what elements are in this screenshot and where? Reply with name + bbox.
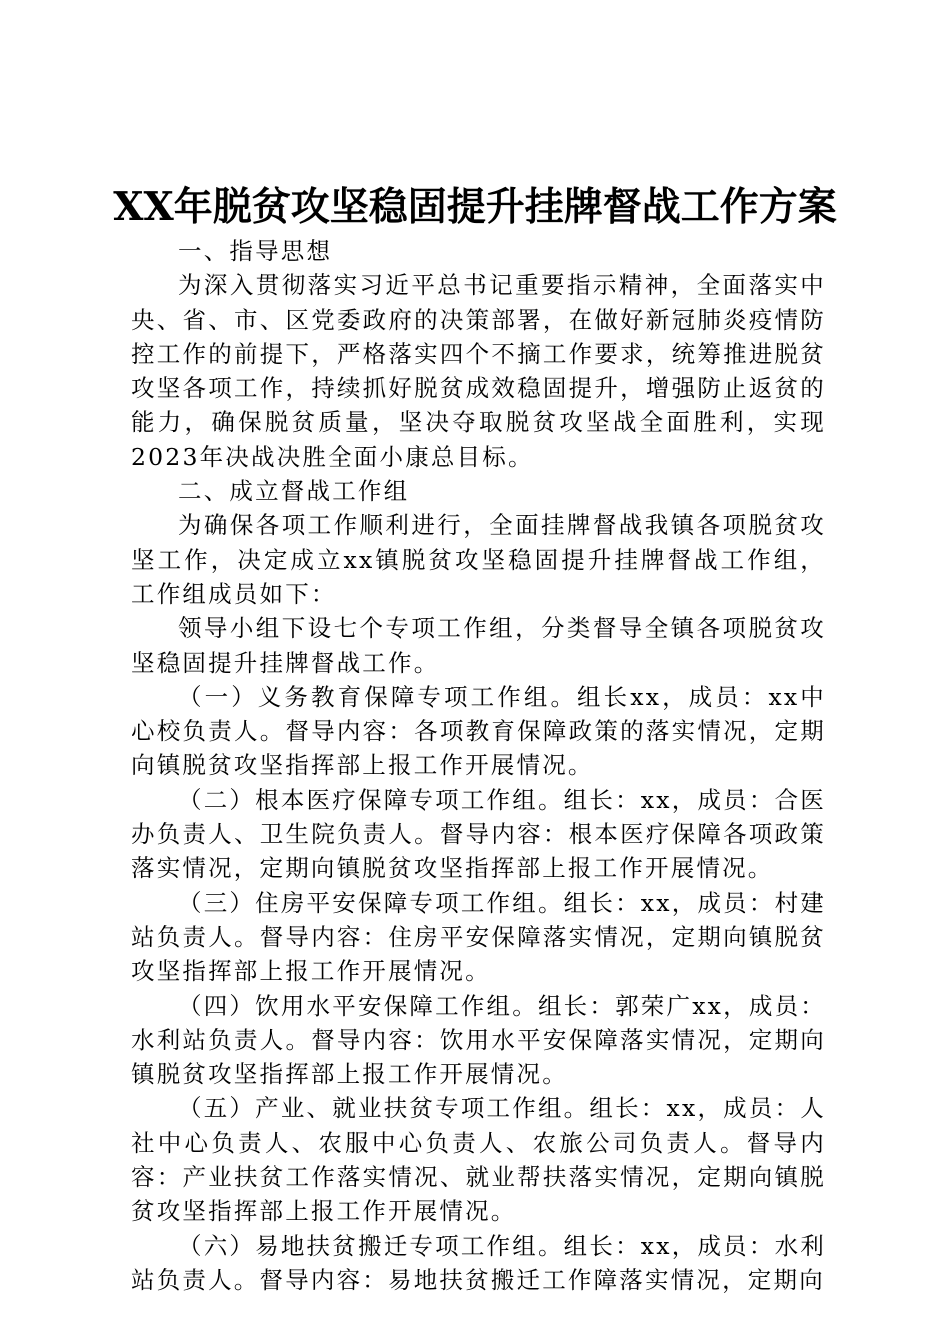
- paragraph-guiding-ideology: 为深入贯彻落实习近平总书记重要指示精神，全面落实中央、省、市、区党委政府的决策部署，在做好新冠肺炎疫情防控工作的前提下，严格落实四个不摘工作要求，统筹推进脱贫攻坚各项工作，持续抓好脱贫成效稳固提升，增强防止返贫的能力，确保脱贫质量，坚决夺取脱贫攻坚战全面胜利，实现2023年决战决胜全面小康总目标。: [131, 271, 826, 471]
- paragraph-group-industry: （五）产业、就业扶贫专项工作组。组长：xx，成员：人社中心负责人、农服中心负责人、农旅公司负责人。督导内容：产业扶贫工作落实情况、就业帮扶落实情况，定期向镇脱贫攻坚指挥部上报工作开展情况。: [131, 1094, 826, 1226]
- section-heading-working-group: 二、成立督战工作组: [178, 477, 410, 506]
- document-body: [131, 234, 826, 1297]
- paragraph-group-relocation: （六）易地扶贫搬迁专项工作组。组长：xx，成员：水利站负责人。督导内容：易地扶贫搬迁工作障落实情况，定期向: [131, 1231, 826, 1294]
- paragraph-group-medical: （二）根本医疗保障专项工作组。组长：xx，成员：合医办负责人、卫生院负责人。督导内容：根本医疗保障各项政策落实情况，定期向镇脱贫攻坚指挥部上报工作开展情况。: [131, 785, 826, 883]
- paragraph-group-housing: （三）住房平安保障专项工作组。组长：xx，成员：村建站负责人。督导内容：住房平安保障落实情况，定期向镇脱贫攻坚指挥部上报工作开展情况。: [131, 888, 826, 986]
- paragraph-working-group: 为确保各项工作顺利进行，全面挂牌督战我镇各项脱贫攻坚工作，决定成立xx镇脱贫攻坚稳固提升挂牌督战工作组，工作组成员如下：: [131, 511, 826, 608]
- paragraph-seven-groups: 领导小组下设七个专项工作组，分类督导全镇各项脱贫攻坚稳固提升挂牌督战工作。: [131, 614, 826, 677]
- paragraph-group-education: （一）义务教育保障专项工作组。组长xx，成员：xx中心校负责人。督导内容：各项教育保障政策的落实情况，定期向镇脱贫攻坚指挥部上报工作开展情况。: [131, 682, 826, 780]
- paragraph-group-water: （四）饮用水平安保障工作组。组长：郭荣广xx，成员：水利站负责人。督导内容：饮用水平安保障落实情况，定期向镇脱贫攻坚指挥部上报工作开展情况。: [131, 991, 826, 1089]
- section-heading-guiding-ideology: 一、指导思想: [178, 237, 333, 265]
- document-title: XX年脱贫攻坚稳固提升挂牌督战工作方案: [113, 184, 837, 230]
